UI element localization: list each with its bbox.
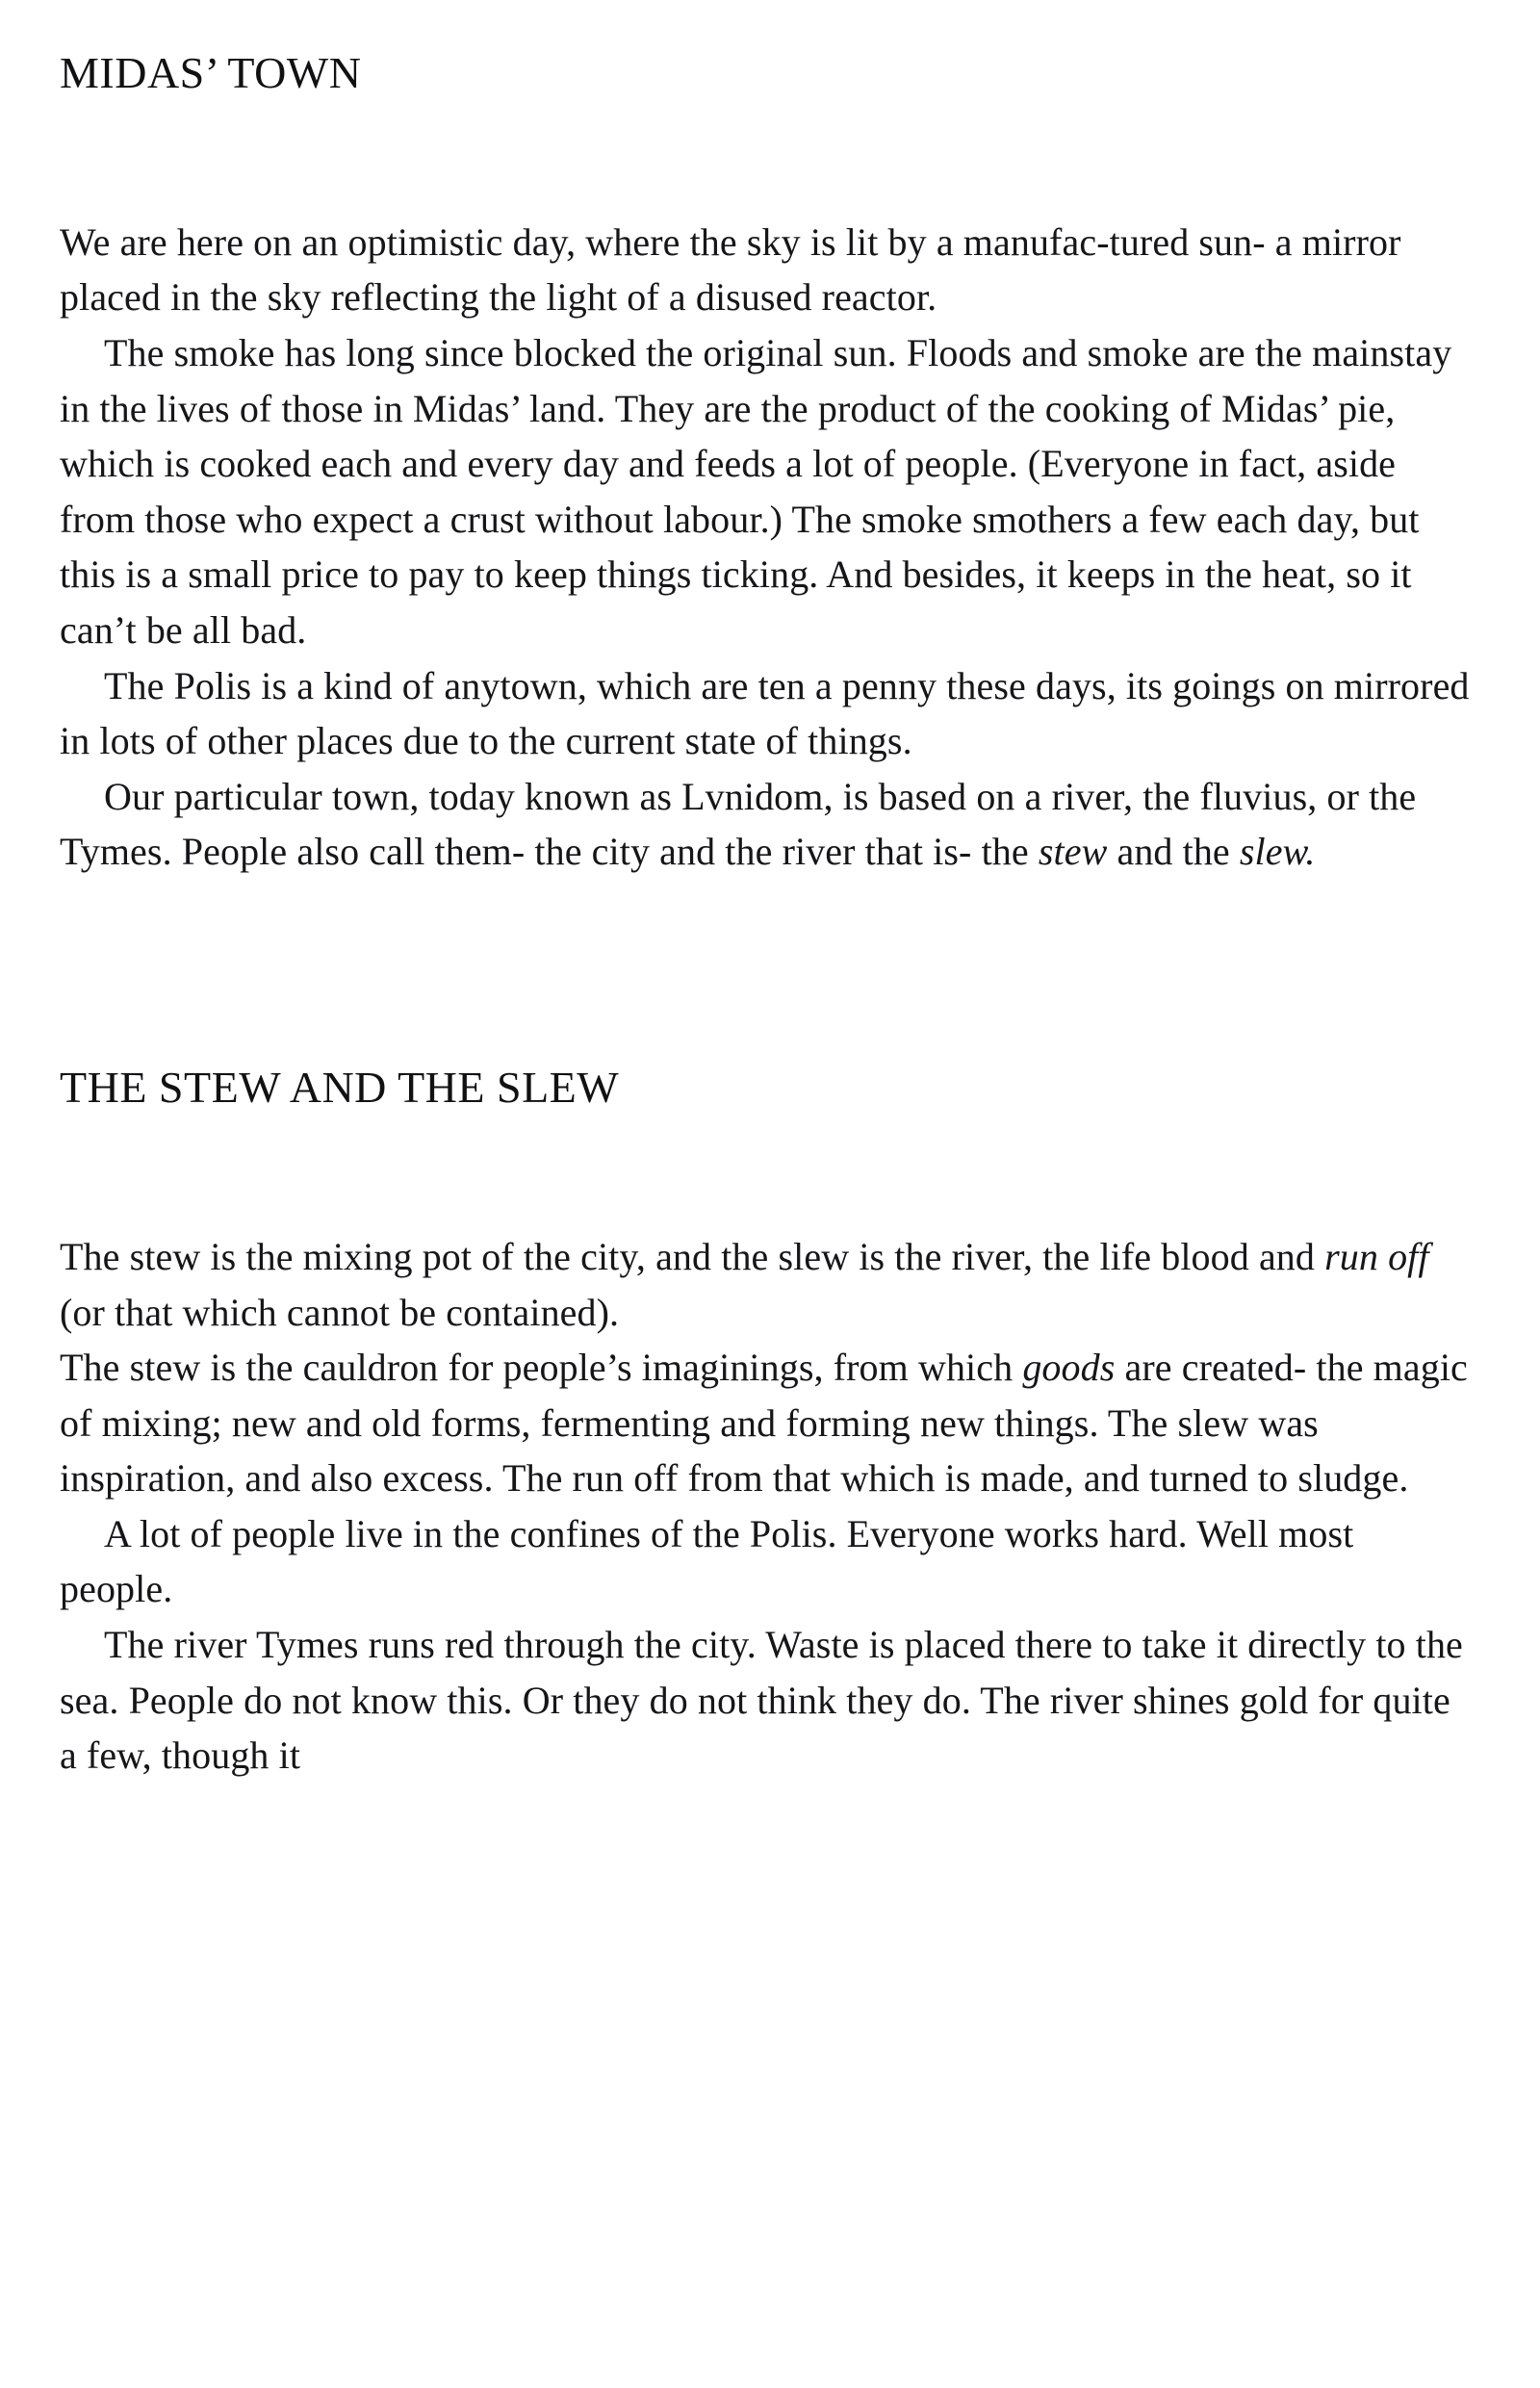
paragraph: The stew is the cauldron for people’s imaginings, from which goods are created- the magic of mixing; new and old forms, fermenting and forming new things. The slew was inspiration, and also excess. The run off from that which is made, and turned to sludge. [60, 1346, 1468, 1501]
paragraph: We are here on an optimistic day, where the sky is lit by a manufac-tured sun- a mirror placed in the sky reflecting the light of a disused reactor. [60, 219, 1401, 320]
paragraph: The stew is the mixing pot of the city, and the slew is the river, the life blood and run off (or that which cannot be contained). [60, 1234, 1429, 1334]
paragraph: Our particular town, today known as Lvnidom, is based on a river, the fluvius, or the Tymes. People also call them- the city and the river that is- the stew and the slew. [60, 774, 1417, 874]
paragraph: The Polis is a kind of anytown, which are ten a penny these days, its goings on mirrored in lots of other places due to the current state of things. [60, 663, 1470, 763]
paragraph: The river Tymes runs red through the city. Waste is placed there to take it directly to the sea. People do not know this. Or they do not think they do. The river shines gold for quite a few, though it [60, 1623, 1463, 1778]
paragraph: A lot of people live in the confines of the Polis. Everyone works hard. Well most people. [60, 1511, 1354, 1611]
spacer [60, 99, 1473, 215]
section-heading-the-stew-and-the-slew: THE STEW AND THE SLEW [60, 1063, 620, 1113]
section-body-the-stew-and-the-slew [60, 1229, 1473, 1784]
paragraph: The smoke has long since blocked the original sun. Floods and smoke are the mainstay in the lives of those in Midas’ land. They are the product of the cooking of Midas’ pie, which is cooked each and every day and feeds a lot of people. (Everyone in fact, aside from those who expect a crust without labour.) The smoke smothers a few each day, but this is a small price to pay to keep things ticking. And besides, it keeps in the heat, so it can’t be all bad. [60, 331, 1452, 653]
spacer [60, 880, 1473, 1063]
spacer [60, 1114, 1473, 1229]
section-body-midas-town [60, 215, 1473, 880]
section-heading-midas-town: MIDAS’ TOWN [60, 48, 362, 97]
